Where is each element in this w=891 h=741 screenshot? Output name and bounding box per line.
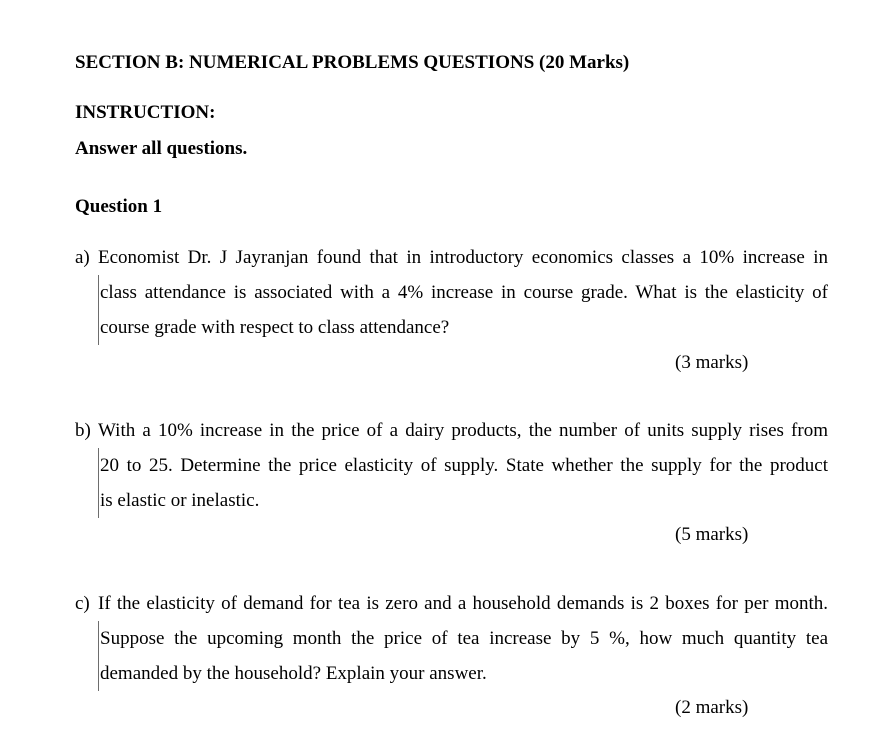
part-a-line-1 — [75, 240, 828, 275]
part-a-label: a) — [75, 247, 90, 268]
question-part-c — [75, 586, 828, 691]
part-b-text-line-2: 20 to 25. Determine the price elasticity of supply. State whether the supply for the product — [98, 448, 828, 483]
part-a-line-3 — [75, 310, 828, 345]
question-part-b — [75, 413, 828, 518]
part-b-line-2 — [75, 448, 828, 483]
part-a-marks: (3 marks) — [675, 352, 749, 373]
part-c-text-line-1: If the elasticity of demand for tea is zero and a household demands is 2 boxes for per month. — [98, 593, 828, 614]
part-c-marks: (2 marks) — [675, 697, 749, 718]
part-b-marks: (5 marks) — [675, 524, 749, 545]
section-title: SECTION B: NUMERICAL PROBLEMS QUESTIONS (20 Marks) — [75, 52, 630, 73]
part-a-text-line-2: class attendance is associated with a 4% increase in course grade. What is the elasticity of — [98, 275, 828, 310]
part-c-line-1 — [75, 586, 828, 621]
question-title: Question 1 — [75, 196, 163, 217]
part-a-text-line-1: Economist Dr. J Jayranjan found that in introductory economics classes a 10% increase in — [98, 247, 828, 268]
part-c-line-2 — [75, 621, 828, 656]
part-c-text-line-3: demanded by the household? Explain your answer. — [98, 656, 828, 691]
part-a-text-line-3: course grade with respect to class attendance? — [98, 310, 828, 345]
part-b-line-3 — [75, 483, 828, 518]
part-b-label: b) — [75, 420, 91, 441]
part-c-label: c) — [75, 593, 90, 614]
part-c-text-line-2: Suppose the upcoming month the price of tea increase by 5 %, how much quantity tea — [98, 621, 828, 656]
part-c-line-3 — [75, 656, 828, 691]
question-part-a — [75, 240, 828, 345]
part-a-line-2 — [75, 275, 828, 310]
part-b-text-line-3: is elastic or inelastic. — [98, 483, 828, 518]
part-b-line-1 — [75, 413, 828, 448]
instruction-heading: INSTRUCTION: — [75, 102, 216, 123]
part-b-text-line-1: With a 10% increase in the price of a dairy products, the number of units supply rises from — [98, 420, 828, 441]
instruction-text: Answer all questions. — [75, 138, 248, 159]
